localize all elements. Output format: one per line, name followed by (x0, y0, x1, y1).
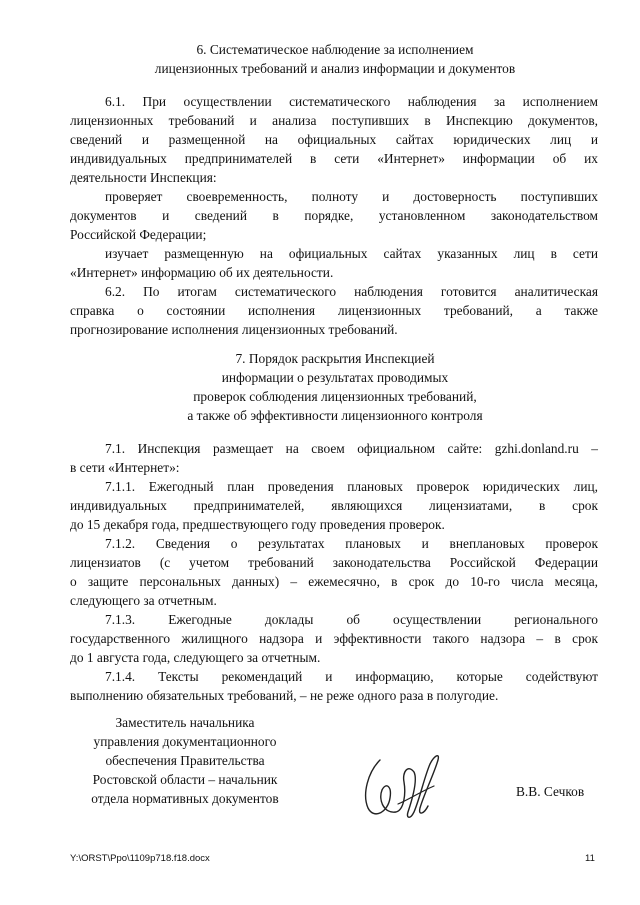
section-7-heading-line-3: проверок соблюдения лицензионных требований, (193, 389, 477, 404)
paragraph-7-1-1 (70, 477, 598, 534)
text-line: проверяет своевременность, полноту и достоверность поступивших (105, 189, 598, 204)
paragraph-7-1 (70, 439, 598, 477)
signatory-title-line: обеспечения Правительства (105, 753, 265, 768)
paragraph-7-1-3 (70, 610, 598, 667)
section-7-heading-line-1: 7. Порядок раскрытия Инспекцией (235, 351, 435, 366)
section-7-heading-line-4: а также об эффективности лицензионного контроля (187, 408, 483, 423)
text-line: изучает размещенную на официальных сайтах указанных лиц в сети (105, 246, 598, 261)
text-line: лицензионных требований и анализа поступивших в Инспекцию документов, (70, 113, 598, 128)
text-line: 7.1.4. Тексты рекомендаций и информацию, которые содействуют (105, 669, 598, 684)
text-line: Российской Федерации; (70, 227, 207, 242)
signatory-title-line: управления документационного (93, 734, 277, 749)
paragraph-6-2 (70, 282, 598, 339)
text-line: 6.2. По итогам систематического наблюдения готовится аналитическая (105, 284, 598, 299)
section-7-heading (70, 349, 600, 425)
paragraph-7-1-2 (70, 534, 598, 610)
text-line: сведений и размещенной на официальных сайтах юридических лиц и (70, 132, 598, 147)
text-line: справка о состоянии исполнения лицензионных требований, а также (70, 303, 598, 318)
text-line: деятельности Инспекция: (70, 170, 217, 185)
text-line: 7.1.3. Ежегодные доклады об осуществлении регионального (105, 612, 598, 627)
section-7-heading-line-2: информации о результатах проводимых (221, 370, 449, 385)
paragraph-6-1-item-2 (70, 244, 598, 282)
paragraph-7-1-4 (70, 667, 598, 705)
signatory-title-line: Заместитель начальника (115, 715, 255, 730)
text-line: о защите персональных данных) – ежемесячно, в срок до 10-го числа месяца, (70, 574, 598, 589)
text-line: 7.1. Инспекция размещает на своем официальном сайте: gzhi.donland.ru – (105, 441, 598, 456)
text-line: 7.1.2. Сведения о результатах плановых и внеплановых проверок (105, 536, 598, 551)
text-line: «Интернет» информацию об их деятельности. (70, 265, 334, 280)
text-line: 6.1. При осуществлении систематического наблюдения за исполнением (105, 94, 598, 109)
text-line: документов и сведений в порядке, установленном законодательством (70, 208, 598, 223)
paragraph-6-1 (70, 92, 598, 187)
text-line: индивидуальных предпринимателей, являющихся лицензиатами, в срок (70, 498, 598, 513)
section-6-heading-line-1: 6. Систематическое наблюдение за исполнением (196, 42, 474, 57)
text-line: до 1 августа года, следующего за отчетным. (70, 650, 321, 665)
text-line: до 15 декабря года, предшествующего году проведения проверок. (70, 517, 445, 532)
section-6-heading (70, 40, 600, 78)
text-line: индивидуальных предпринимателей в сети «Интернет» информации об их (70, 151, 598, 166)
text-line: государственного жилищного надзора и эффективности такого надзора – в срок (70, 631, 598, 646)
text-line: выполнению обязательных требований, – не реже одного раза в полугодие. (70, 688, 499, 703)
text-line: прогнозирование исполнения лицензионных требований. (70, 322, 398, 337)
signatory-title-line: Ростовской области – начальник (92, 772, 278, 787)
text-line: следующего за отчетным. (70, 593, 217, 608)
signatory-title (70, 713, 300, 808)
text-line: лицензиатов (с учетом требований законодательства Российской Федерации (70, 555, 598, 570)
page-number: 11 (585, 853, 595, 864)
handwritten-signature (358, 742, 448, 827)
section-6-heading-line-2: лицензионных требований и анализ информации и документов (154, 61, 516, 76)
signatory-name: В.В. Сечков (516, 784, 585, 799)
text-line: 7.1.1. Ежегодный план проведения плановых проверок юридических лиц, (105, 479, 598, 494)
paragraph-6-1-item-1 (70, 187, 598, 244)
file-path: Y:\ORST\Ppo\1109p718.f18.docx (70, 853, 210, 864)
signatory-title-line: отдела нормативных документов (91, 791, 279, 806)
text-line: в сети «Интернет»: (70, 460, 180, 475)
